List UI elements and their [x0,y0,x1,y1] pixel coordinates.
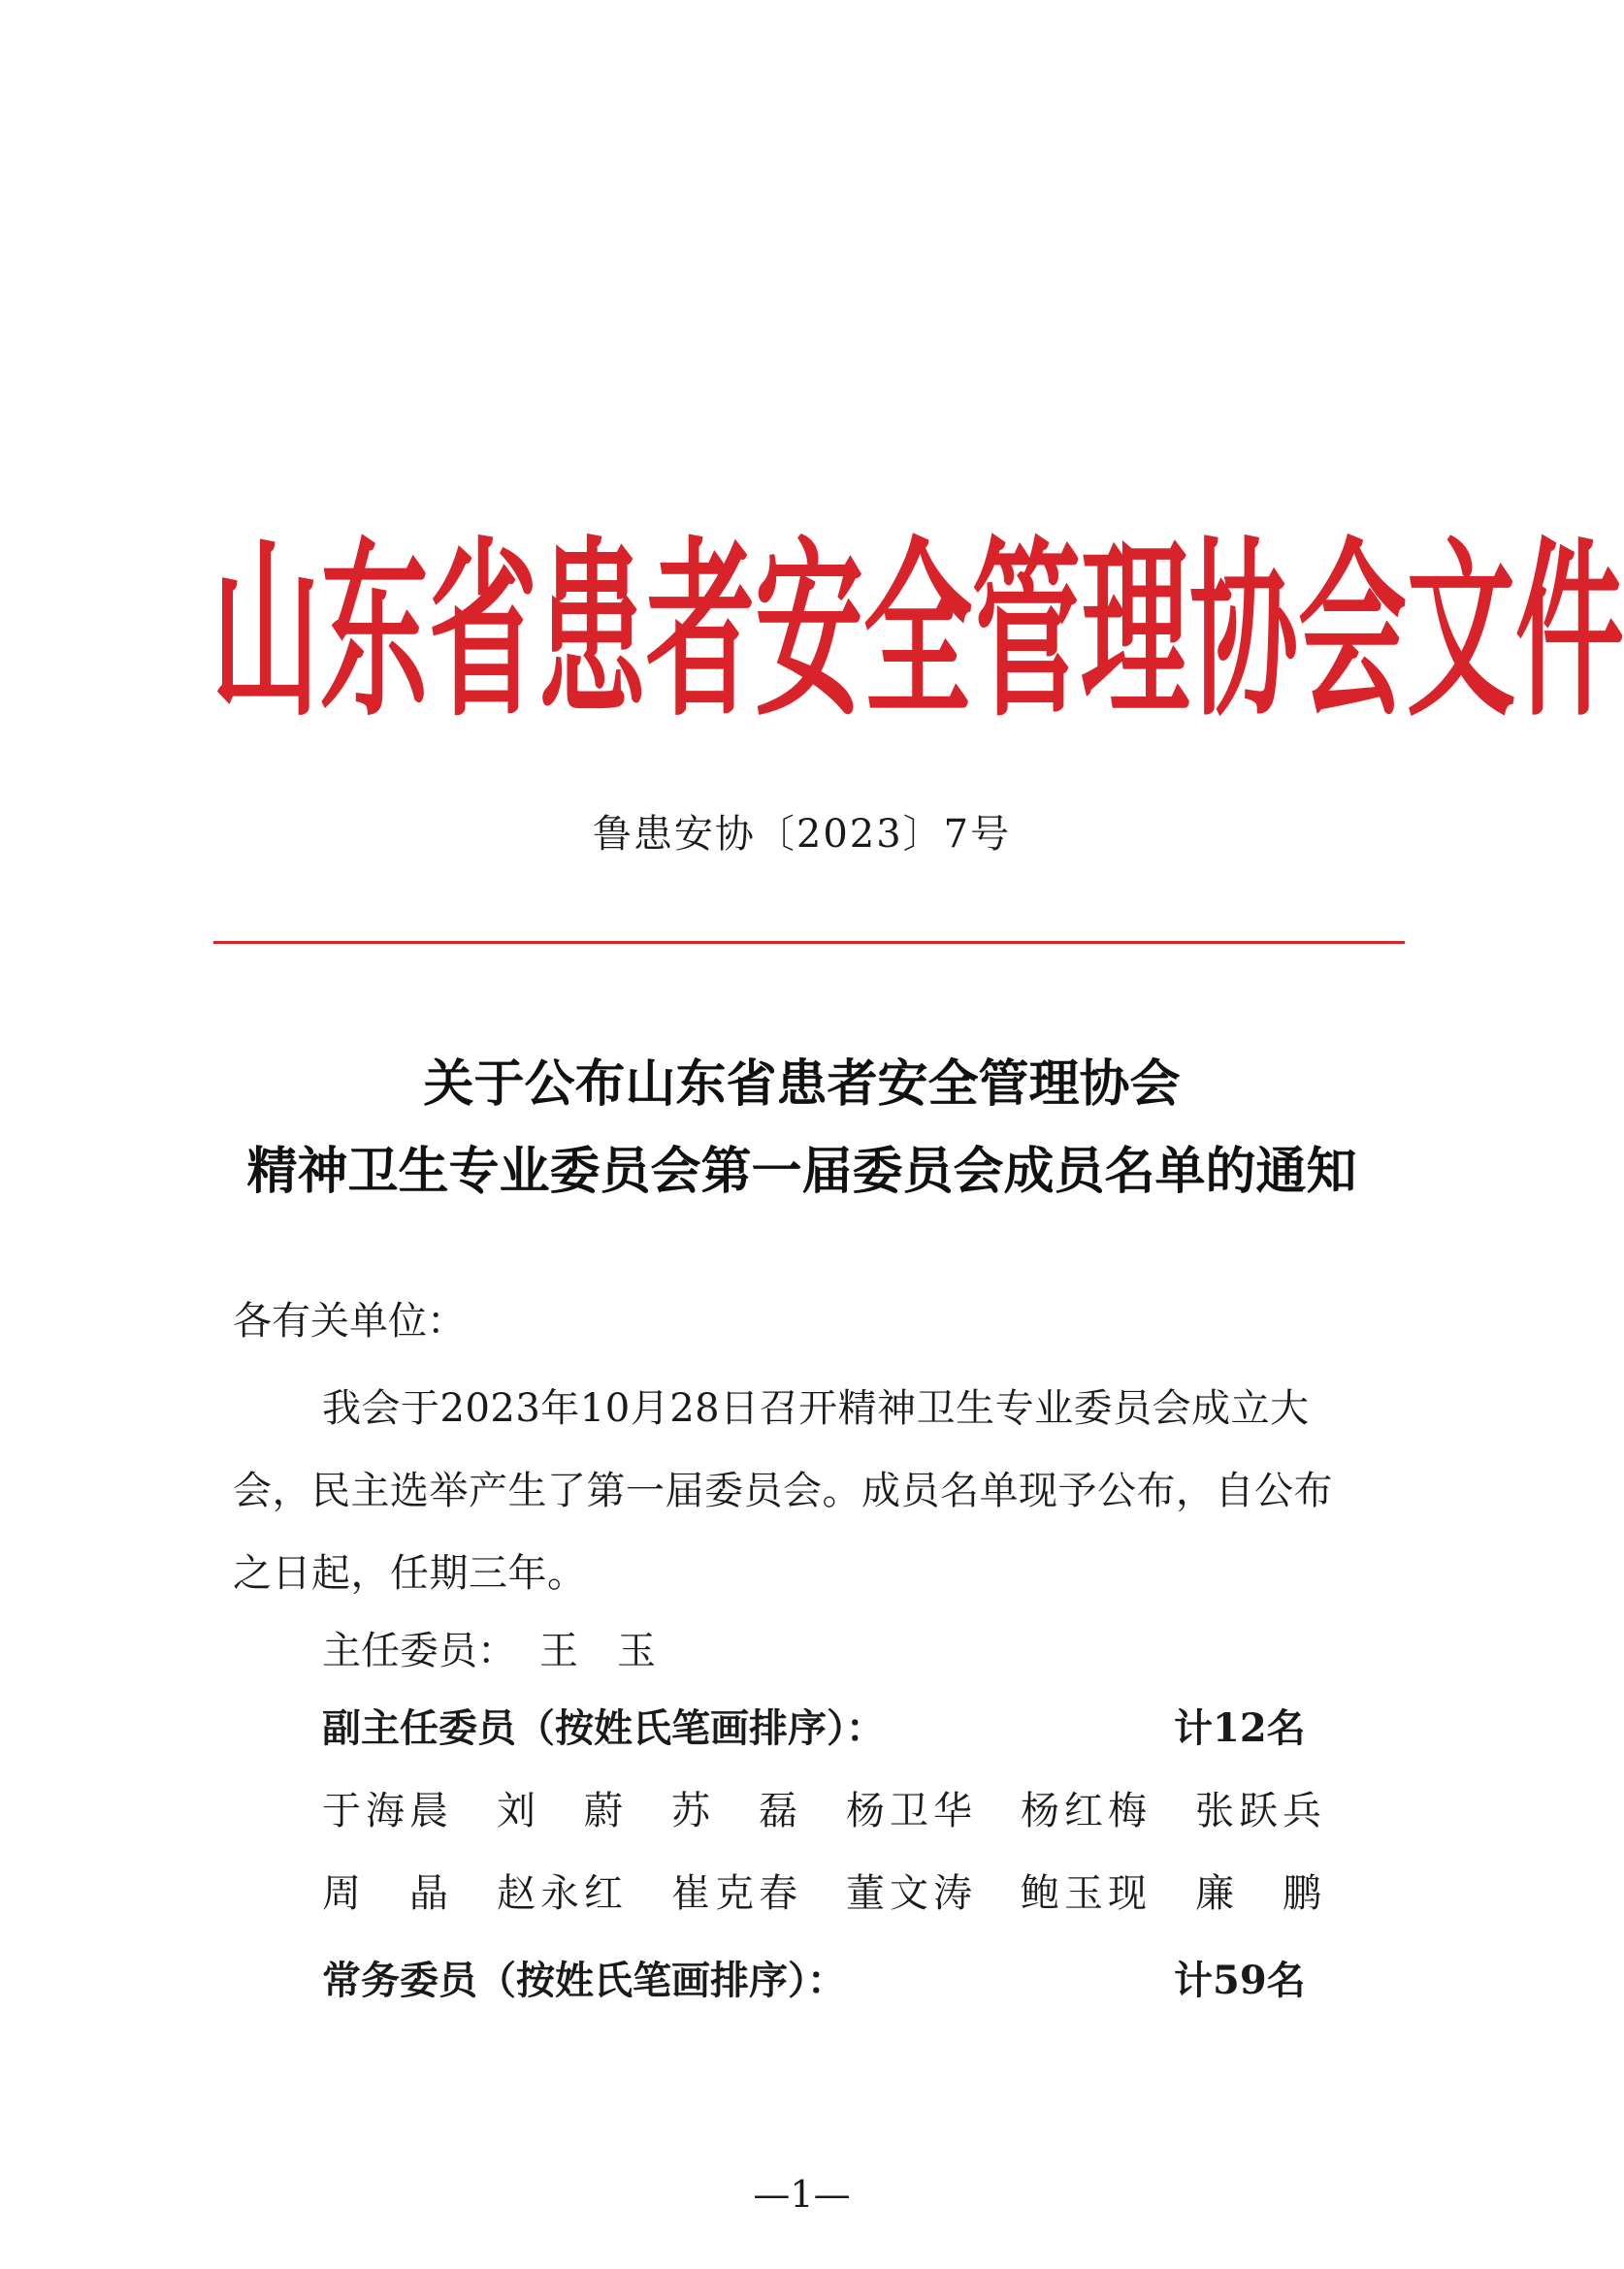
member-name: 于海晨 [322,1789,448,1833]
masthead-title [211,519,1624,743]
chair-label: 主任委员： [322,1629,516,1673]
salutation: 各有关单位： [233,1299,466,1344]
document-number: 鲁患安协〔2023〕7号 [592,812,1012,857]
masthead-char: 件 [1515,520,1624,743]
member-name: 鲍玉现 [1021,1871,1147,1916]
member-name: 刘蔚 [497,1789,623,1833]
notice-title-line-2: 精神卫生专业委员会第一届委员会成员名单的通知 [246,1143,1357,1201]
paragraph-line-3: 之日起，任期三年。 [233,1551,587,1596]
notice-title-line-1: 关于公布山东省患者安全管理协会 [423,1055,1181,1114]
member-name: 杨卫华 [846,1789,972,1833]
masthead-char: 协 [1189,520,1298,743]
member-name: 苏磊 [671,1789,797,1833]
masthead-char: 安 [755,520,863,743]
member-name: 张跃兵 [1195,1789,1321,1833]
masthead-char: 东 [320,520,429,743]
masthead-char: 省 [429,520,537,743]
member-name: 周晶 [322,1871,448,1916]
member-name: 杨红梅 [1021,1789,1147,1833]
paragraph-line-2: 会，民主选举产生了第一届委员会。成员名单现予公布，自公布 [233,1469,1333,1513]
masthead-char: 患 [537,520,646,743]
vice-chairs-heading: 副主任委员（按姓氏笔画排序）： [322,1705,885,1751]
member-name: 董文涛 [846,1871,972,1916]
paragraph-line-1: 我会于2023年10月28日召开精神卫生专业委员会成立大 [322,1386,1310,1431]
masthead-char: 全 [863,520,972,743]
masthead-char: 山 [211,520,320,743]
chair-name: 王玉 [539,1629,695,1673]
member-name: 廉鹏 [1195,1871,1321,1916]
vice-chairs-names-row-2 [322,1863,1321,1918]
vice-chairs-names-row-1 [322,1780,1321,1835]
red-divider-line [213,941,1405,944]
standing-members-heading: 常务委员（按姓氏笔画排序）： [322,1958,846,2003]
member-name: 赵永红 [497,1871,623,1916]
page-number: —1— [753,2173,851,2216]
member-name: 崔克春 [671,1871,797,1916]
masthead-char: 理 [1081,520,1189,743]
masthead-char: 管 [972,520,1081,743]
masthead-char: 文 [1407,520,1515,743]
vice-chairs-count: 计12名 [1174,1705,1306,1751]
standing-members-count: 计59名 [1174,1958,1306,2003]
masthead-char: 者 [646,520,755,743]
masthead-char: 会 [1298,520,1407,743]
